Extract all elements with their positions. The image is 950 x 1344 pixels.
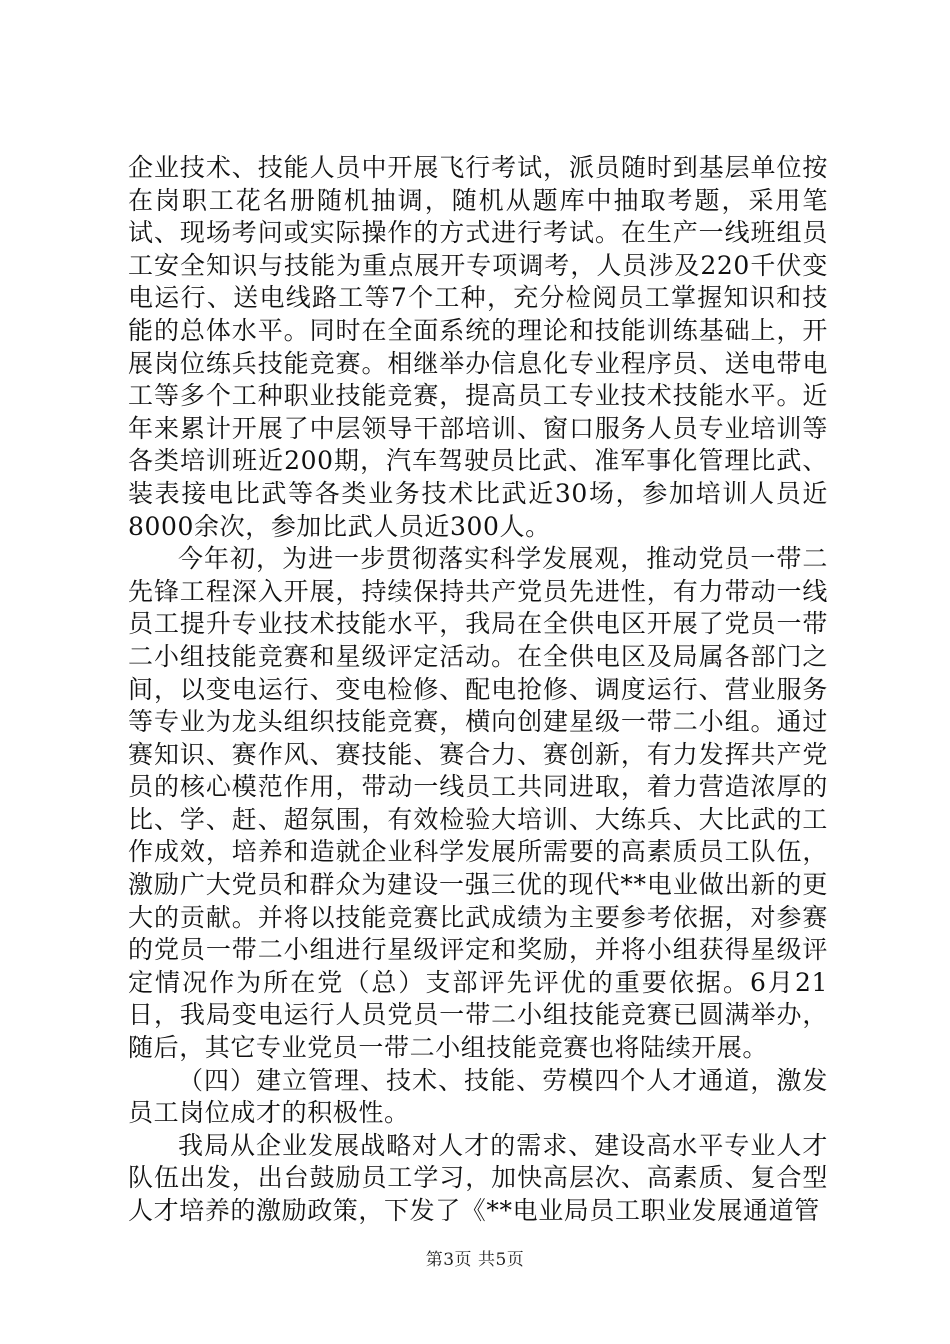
section-heading-talent-channels: （四）建立管理、技术、技能、劳模四个人才通道，激发员工岗位成才的积极性。 — [128, 1065, 828, 1128]
document-body — [128, 152, 828, 1228]
paragraph-skill-competition: 今年初，为进一步贯彻落实科学发展观，推动党员一带二先锋工程深入开展，持续保持共产党员先进性，有力带动一线员工提升专业技术技能水平，我局在全供电区开展了党员一带二小组技能竞赛和星级评定活动。在全供电区及局属各部门之间，以变电运行、变电检修、配电抢修、调度运行、营业服务等专业为龙头组织技能竞赛，横向创建星级一带二小组。通过赛知识、赛作风、赛技能、赛合力、赛创新，有力发挥共产党员的核心模范作用，带动一线员工共同进取，着力营造浓厚的比、学、赶、超氛围，有效检验大培训、大练兵、大比武的工作成效，培养和造就企业科学发展所需要的高素质员工队伍，激励广大党员和群众为建设一强三优的现代**电业做出新的更大的贡献。并将以技能竞赛比武成绩为主要参考依据，对参赛的党员一带二小组进行星级评定和奖励，并将小组获得星级评定情况作为所在党（总）支部评先评优的重要依据。6月21日，我局变电运行人员党员一带二小组技能竞赛已圆满举办，随后，其它专业党员一带二小组技能竞赛也将陆续开展。 — [128, 544, 828, 1063]
paragraph-talent-policy: 我局从企业发展战略对人才的需求、建设高水平专业人才队伍出发，出台鼓励员工学习，加快高层次、高素质、复合型人才培养的激励政策，下发了《**电业局员工职业发展通道管 — [128, 1130, 828, 1225]
page-footer: 第3页 共5页 — [425, 1250, 525, 1270]
paragraph-training-tests: 企业技术、技能人员中开展飞行考试，派员随时到基层单位按在岗职工花名册随机抽调，随机从题库中抽取考题，采用笔试、现场考问或实际操作的方式进行考试。在生产一线班组员工安全知识与技能为重点展开专项调考，人员涉及220千伏变电运行、送电线路工等7个工种，充分检阅员工掌握知识和技能的总体水平。同时在全面系统的理论和技能训练基础上，开展岗位练兵技能竞赛。相继举办信息化专业程序员、送电带电工等多个工种职业技能竞赛，提高员工专业技术技能水平。近年来累计开展了中层领导干部培训、窗口服务人员专业培训等各类培训班近200期，汽车驾驶员比武、准军事化管理比武、装表接电比武等各类业务技术比武近30场，参加培训人员近8000余次，参加比武人员近300人。 — [128, 153, 828, 541]
